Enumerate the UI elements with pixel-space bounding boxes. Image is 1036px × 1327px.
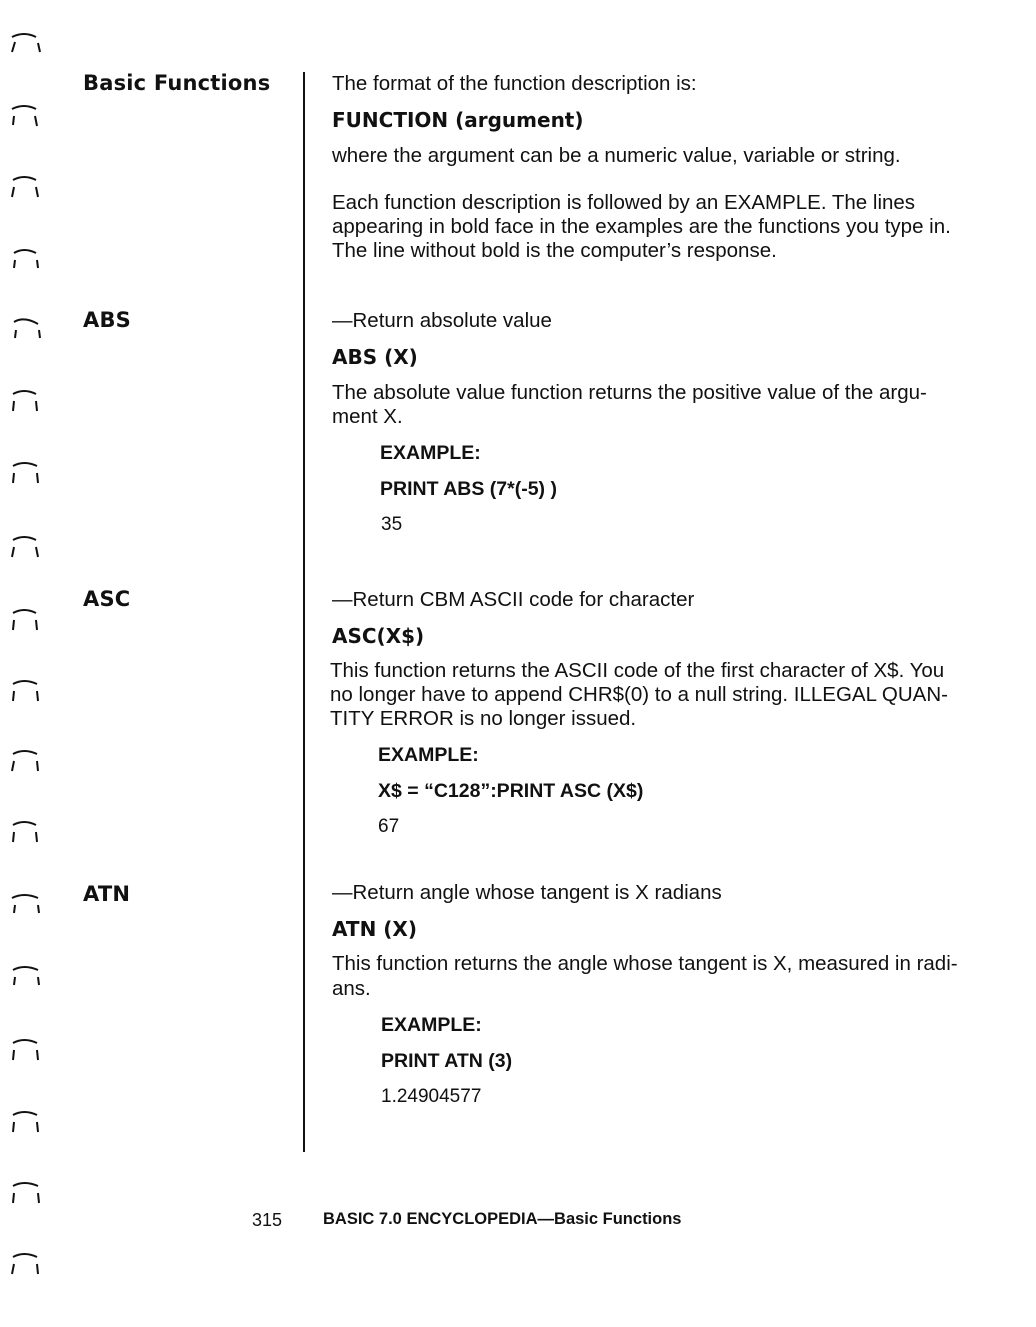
section-heading: Basic Functions	[83, 71, 271, 95]
example-output: 1.24904577	[381, 1086, 482, 1107]
entry-syntax: ATN (X)	[332, 917, 417, 941]
entry-heading-asc: ASC	[83, 587, 131, 611]
running-title: BASIC 7.0 ENCYCLOPEDIA—Basic Functions	[323, 1210, 682, 1228]
example-label: EXAMPLE:	[380, 442, 481, 464]
entry-heading-abs: ABS	[83, 308, 131, 332]
entry-description-line: TITY ERROR is no longer issued.	[330, 707, 637, 730]
page-number: 315	[252, 1210, 283, 1230]
entry-heading-atn: ATN	[83, 882, 131, 906]
entry-description-line: ans.	[332, 977, 371, 1000]
entry-summary: —Return CBM ASCII code for character	[332, 588, 695, 611]
example-code: PRINT ABS (7*(-5) )	[380, 478, 557, 500]
binder-holes	[0, 0, 60, 1327]
entry-description-line: This function returns the angle whose tangent is X, measured in radi-	[332, 952, 958, 975]
entry-description-line: This function returns the ASCII code of the first character of X$. You	[330, 659, 945, 682]
example-output: 67	[378, 816, 400, 837]
intro-paragraph-line: The line without bold is the computer’s response.	[332, 239, 777, 262]
entry-description-line: The absolute value function returns the positive value of the argu-	[332, 381, 927, 404]
intro-line: The format of the function description is:	[332, 72, 697, 95]
example-code: X$ = “C128”:PRINT ASC (X$)	[378, 780, 644, 802]
format-syntax: FUNCTION (argument)	[332, 108, 584, 132]
example-label: EXAMPLE:	[378, 744, 479, 766]
example-code: PRINT ATN (3)	[381, 1050, 513, 1072]
intro-paragraph-line: appearing in bold face in the examples are the functions you type in.	[332, 215, 951, 238]
intro-line: where the argument can be a numeric value, variable or string.	[332, 144, 901, 167]
entry-summary: —Return absolute value	[332, 309, 552, 332]
entry-summary: —Return angle whose tangent is X radians	[332, 881, 722, 904]
entry-syntax: ASC(X$)	[332, 624, 425, 648]
example-output: 35	[381, 514, 403, 535]
entry-description-line: no longer have to append CHR$(0) to a null string. ILLEGAL QUAN-	[330, 683, 948, 706]
example-label: EXAMPLE:	[381, 1014, 482, 1036]
column-divider	[303, 72, 305, 1152]
entry-syntax: ABS (X)	[332, 345, 418, 369]
intro-paragraph-line: Each function description is followed by an EXAMPLE. The lines	[332, 191, 916, 214]
entry-description-line: ment X.	[332, 405, 403, 428]
